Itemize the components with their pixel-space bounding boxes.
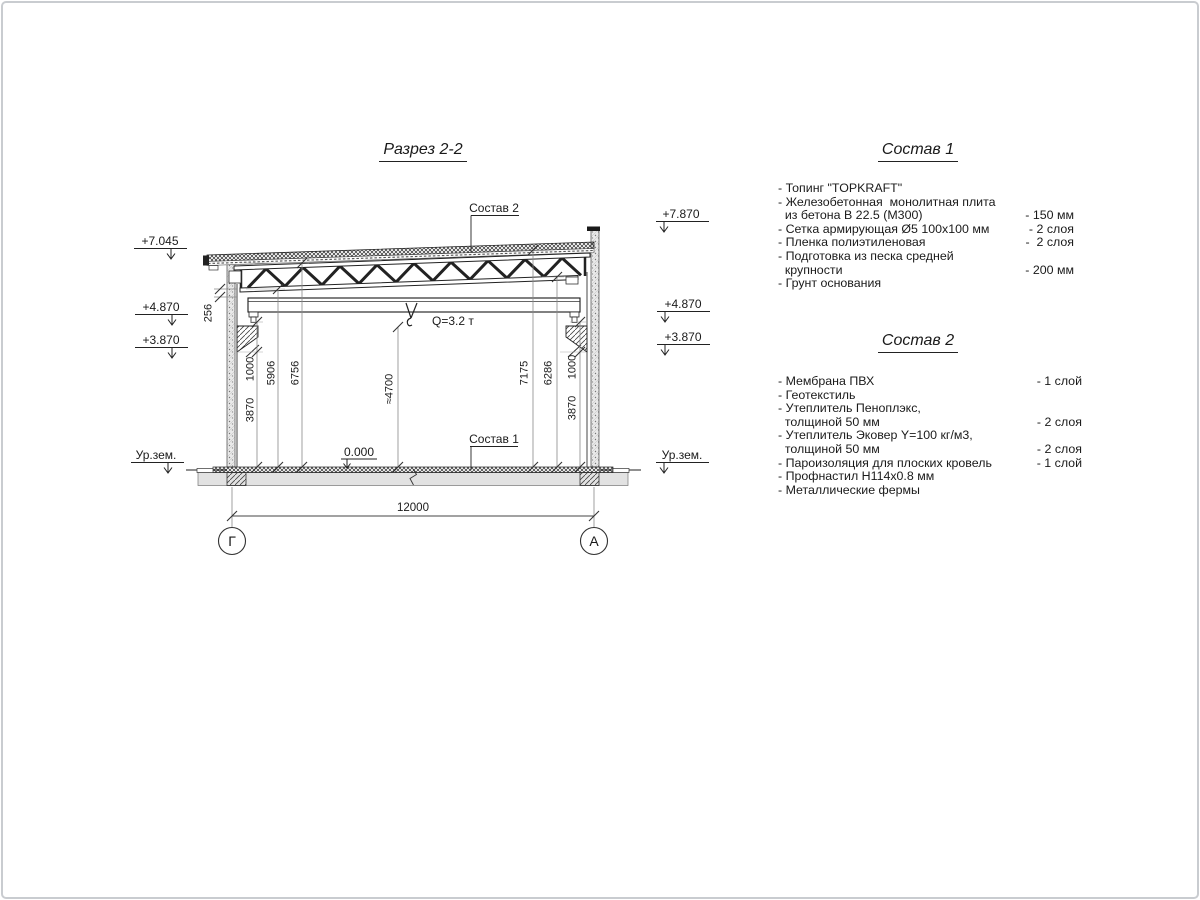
material-line: - Подготовка из песка средней: [778, 248, 954, 263]
elev-arrow-icon: [164, 463, 172, 474]
truss-right-bearing: [566, 277, 578, 284]
dim-256: 256: [202, 303, 215, 323]
comp2-title: Состав 2: [878, 332, 958, 353]
elev-arrow-icon: [344, 459, 351, 468]
axis-label-right: А: [589, 533, 599, 549]
beam-right-bearing-pad: [572, 317, 577, 323]
elev-arrow-icon: [168, 315, 176, 326]
material-line: - Утеплитель Эковер Y=100 кг/м3,: [778, 428, 973, 443]
comp1-list: [778, 182, 1074, 291]
drawing-title: Разрез 2-2: [379, 141, 466, 162]
dim-5906: 5906: [265, 360, 278, 386]
zero-level-label: 0.000: [343, 445, 375, 459]
material-line: из бетона В 22.5 (М300) - 150 мм: [778, 208, 1074, 223]
elev-4870-right: +4.870: [664, 297, 702, 311]
elev-arrow-icon: [661, 345, 669, 356]
dim-1000-left: 1000: [244, 356, 257, 382]
elev-3870-left: +3.870: [142, 333, 180, 347]
parapet-cap: [587, 227, 600, 232]
material-line: - Мембрана ПВХ - 1 слой: [778, 374, 1082, 388]
comp2-title-wrap: [843, 332, 993, 353]
left-corbel: [237, 326, 258, 352]
crane-hook-icon: [407, 318, 412, 326]
truss-left-bearing: [229, 271, 241, 283]
elev-3870-right: +3.870: [664, 330, 702, 344]
elev-arrow-icon: [167, 249, 175, 260]
dim-6286: 6286: [542, 360, 555, 386]
material-line: - Геотекстиль: [778, 387, 856, 402]
crane-capacity-label: Q=3.2 т: [432, 314, 474, 328]
material-line: - Профнастил Н114х0.8 мм: [778, 469, 935, 484]
material-line: крупности - 200 мм: [778, 262, 1074, 277]
right-footing: [580, 473, 599, 486]
material-line: - Пароизоляция для плоских кровель - 1 слой: [778, 455, 1082, 470]
corbels: [237, 326, 587, 357]
composition-leaders: [469, 201, 519, 470]
right-wall-panel: [591, 230, 599, 467]
elev-7045: +7.045: [141, 234, 179, 248]
elev-7870: +7.870: [662, 207, 700, 221]
elev-arrow-icon: [660, 222, 668, 233]
dim-4700: ≈4700: [383, 373, 396, 405]
dim-3870-left: 3870: [244, 397, 257, 423]
crane-beam: [248, 298, 580, 328]
material-line: толщиной 50 мм - 2 слоя: [778, 414, 1082, 429]
slab-edge-right: [613, 469, 629, 473]
elev-4870-left: +4.870: [142, 300, 180, 314]
left-footing: [227, 473, 246, 486]
material-line: - Утеплитель Пеноплэкс,: [778, 401, 921, 416]
material-line: - Грунт основания: [778, 276, 882, 291]
axis-label-left: Г: [228, 533, 236, 549]
beam-left-bearing-pad: [251, 317, 256, 323]
comp2-list: [778, 375, 1082, 497]
left-wall-panel: [227, 263, 235, 467]
roof-edge-bracket: [209, 266, 218, 271]
truss-bottom-chord: [240, 276, 578, 293]
material-line: - Сетка армирующая Ø5 100х100 мм - 2 слоя: [778, 221, 1074, 236]
dim-3870-right: 3870: [566, 395, 579, 421]
roof-left-end-cap: [203, 256, 209, 266]
material-line: - Пленка полиэтиленовая - 2 слоя: [778, 235, 1074, 250]
dim-6756: 6756: [289, 360, 302, 386]
elev-arrow-icon: [168, 348, 176, 359]
dim-7175: 7175: [518, 360, 531, 386]
dim-1000-right: 1000: [566, 354, 579, 380]
comp1-title: Состав 1: [878, 141, 958, 162]
beam-left-bearing-step: [249, 312, 258, 317]
elev-arrow-icon: [660, 463, 668, 474]
section-drawing: [0, 0, 760, 600]
steel-truss: [229, 253, 590, 467]
material-line: - Топинг "TOPKRAFT": [778, 181, 903, 195]
elevation-marks: [131, 207, 710, 473]
beam-right-bearing-step: [570, 312, 579, 317]
comp2-leader-label: Состав 2: [469, 201, 519, 215]
span-dimension: [219, 487, 608, 555]
ground-label-left: Ур.зем.: [135, 448, 177, 462]
material-line: - Железобетонная монолитная плита: [778, 194, 996, 209]
elev-arrow-icon: [661, 312, 669, 323]
comp1-leader-label: Состав 1: [469, 432, 519, 446]
material-line: толщиной 50 мм - 2 слоя: [778, 441, 1082, 456]
comp1-title-wrap: [843, 141, 993, 162]
dimension-4700: [384, 322, 404, 472]
slab-edge-left: [197, 469, 213, 473]
material-line: - Металлические фермы: [778, 482, 920, 497]
dim-12000: 12000: [397, 502, 429, 514]
drawing-title-wrap: [348, 141, 498, 162]
ground-label-right: Ур.зем.: [661, 448, 703, 462]
